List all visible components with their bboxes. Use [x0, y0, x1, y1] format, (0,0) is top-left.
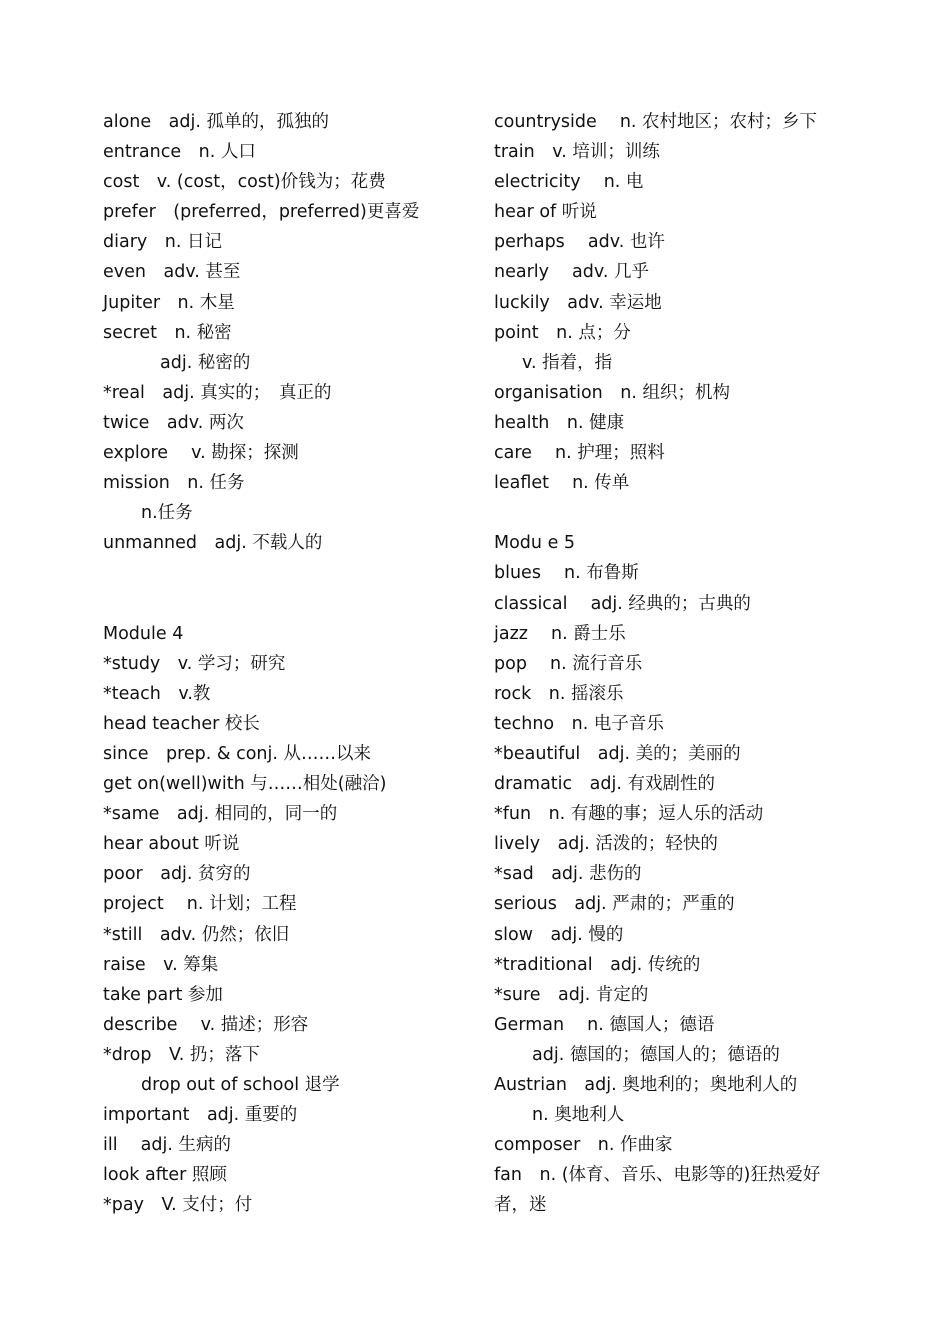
vocab-entry: *study v. 学习；研究 — [103, 653, 286, 674]
vocab-entry: *drop V. 扔；落下 — [103, 1044, 260, 1065]
vocab-entry: electricity n. 电 — [494, 172, 644, 193]
vocab-entry: fan n. (体育、音乐、电影等的)狂热爱好者，迷 — [494, 1165, 821, 1216]
vocab-entry: *pay V. 支付；付 — [103, 1195, 253, 1216]
vocab-entry-continuation: adj. 秘密的 — [160, 352, 251, 373]
vocab-entry: take part 参加 — [103, 984, 223, 1005]
vocab-entry: *same adj. 相同的，同一的 — [103, 804, 338, 825]
vocab-entry: prefer (preferred，preferred)更喜爱 — [103, 202, 420, 223]
vocab-entry: hear of 听说 — [494, 202, 597, 223]
vocab-entry: even adv. 甚至 — [103, 262, 241, 283]
vocab-entry: point n. 点；分 — [494, 322, 631, 343]
vocab-entry: train v. 培训；训练 — [494, 142, 660, 163]
vocab-entry: ill adj. 生病的 — [103, 1135, 231, 1156]
vocab-entry: blues n. 布鲁斯 — [494, 563, 639, 584]
vocab-entry: composer n. 作曲家 — [494, 1135, 673, 1156]
vocab-entry: techno n. 电子音乐 — [494, 713, 664, 734]
vocab-entry: explore v. 勘探；探测 — [103, 443, 299, 464]
vocab-entry: poor adj. 贫穷的 — [103, 864, 251, 885]
vocab-entry: *fun n. 有趣的事；逗人乐的活动 — [494, 804, 764, 825]
vocab-entry: nearly adv. 几乎 — [494, 262, 650, 283]
vocab-entry: slow adj. 慢的 — [494, 924, 624, 945]
vocab-entry: Austrian adj. 奥地利的；奥地利人的 — [494, 1075, 798, 1095]
left-column — [103, 107, 473, 1220]
vocab-entry: Jupiter n. 木星 — [103, 292, 235, 313]
vocab-entry: leaflet n. 传单 — [494, 473, 630, 494]
vocab-entry: rock n. 摇滚乐 — [494, 683, 624, 704]
vocab-entry: organisation n. 组织；机构 — [494, 382, 730, 403]
module-heading: Modu e 5 — [494, 533, 576, 554]
vocab-entry: look after 照顾 — [103, 1165, 227, 1186]
vocab-entry: entrance n. 人口 — [103, 142, 256, 163]
vocab-entry: pop n. 流行音乐 — [494, 653, 643, 674]
vocab-entry-continuation: n.任务 — [141, 503, 193, 524]
vocab-entry: *still adv. 仍然；依旧 — [103, 924, 290, 945]
vocab-entry: *real adj. 真实的； 真正的 — [103, 382, 332, 403]
module-heading: Module 4 — [103, 623, 184, 644]
right-column — [494, 107, 854, 1220]
vocab-entry-continuation: drop out of school 退学 — [141, 1075, 340, 1095]
vocab-entry: *beautiful adj. 美的；美丽的 — [494, 743, 741, 764]
vocab-entry: diary n. 日记 — [103, 232, 222, 253]
vocab-entry: important adj. 重要的 — [103, 1105, 298, 1126]
vocab-entry: German n. 德国人；德语 — [494, 1014, 715, 1035]
vocab-entry: jazz n. 爵士乐 — [494, 623, 626, 644]
vocab-entry: *traditional adj. 传统的 — [494, 954, 701, 975]
vocab-entry: alone adj. 孤单的，孤独的 — [103, 112, 329, 132]
vocab-entry: hear about 听说 — [103, 834, 240, 855]
vocab-entry: *teach v.教 — [103, 683, 211, 704]
vocab-entry: describe v. 描述；形容 — [103, 1014, 309, 1035]
vocab-entry-continuation: adj. 德国的；德国人的；德语的 — [532, 1044, 780, 1065]
vocab-entry: head teacher 校长 — [103, 713, 260, 734]
vocab-entry: raise v. 筹集 — [103, 954, 219, 975]
vocab-entry: secret n. 秘密 — [103, 322, 232, 343]
vocab-entry: perhaps adv. 也许 — [494, 232, 665, 253]
vocab-entry: unmanned adj. 不载人的 — [103, 533, 323, 554]
vocab-entry-continuation: n. 奥地利人 — [532, 1105, 625, 1126]
vocab-entry: classical adj. 经典的；古典的 — [494, 593, 751, 614]
blank-line — [103, 589, 473, 619]
vocab-entry: care n. 护理；照料 — [494, 443, 665, 464]
vocab-entry: *sure adj. 肯定的 — [494, 984, 649, 1005]
vocab-entry: cost v. (cost，cost)价钱为；花费 — [103, 172, 386, 193]
vocab-entry: get on(well)with 与……相处(融洽) — [103, 774, 387, 795]
vocab-entry-continuation: v. 指着，指 — [522, 352, 613, 373]
vocab-entry: dramatic adj. 有戏剧性的 — [494, 774, 715, 795]
vocab-entry: serious adj. 严肃的；严重的 — [494, 894, 735, 915]
vocab-entry: luckily adv. 幸运地 — [494, 292, 662, 313]
vocab-entry: since prep. & conj. 从……以来 — [103, 743, 371, 764]
vocab-entry: lively adj. 活泼的；轻快的 — [494, 834, 718, 855]
vocab-entry: project n. 计划；工程 — [103, 894, 297, 915]
vocab-entry: countryside n. 农村地区；农村；乡下 — [494, 112, 818, 132]
blank-line — [103, 558, 473, 588]
vocab-entry: twice adv. 两次 — [103, 412, 244, 433]
vocab-entry: *sad adj. 悲伤的 — [494, 864, 642, 885]
blank-line — [494, 498, 854, 528]
vocab-entry: mission n. 任务 — [103, 473, 245, 494]
vocab-entry: health n. 健康 — [494, 412, 625, 433]
